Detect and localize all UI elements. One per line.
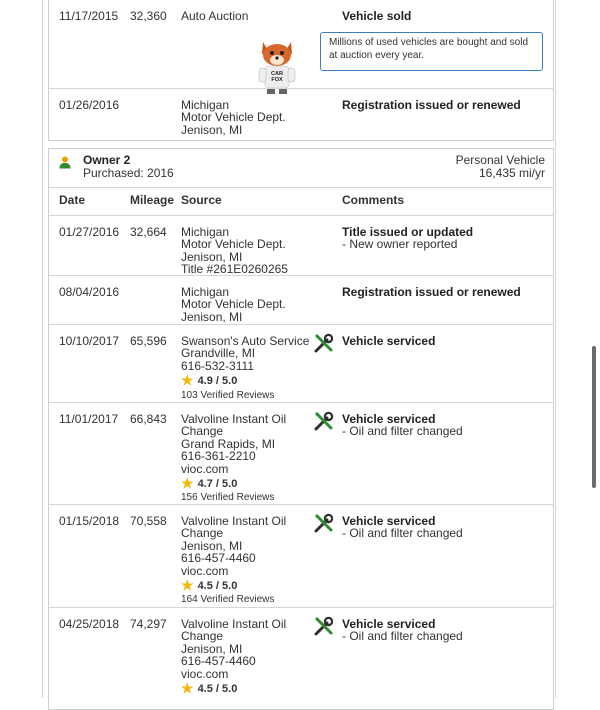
- record-comment-title: Title issued or updated: [342, 225, 474, 239]
- source-line: Change: [181, 424, 224, 439]
- table-row: [49, 402, 553, 505]
- vehicle-type: Personal Vehicle: [455, 153, 545, 167]
- column-header-comments: Comments: [342, 193, 405, 207]
- rating-value: 4.9 / 5.0: [197, 375, 238, 388]
- mascot-shirt-text: CAR FOX: [271, 71, 283, 83]
- table-row: [49, 275, 553, 325]
- record-comment-title: Vehicle serviced: [342, 617, 436, 631]
- record-date: 01/26/2016: [59, 98, 120, 112]
- record-date: 08/04/2016: [59, 285, 120, 299]
- table-header-row: [49, 187, 553, 216]
- source-website[interactable]: vioc.com: [181, 563, 229, 578]
- auction-info-tooltip: Millions of used vehicles are bought and sold at auction every year.: [320, 32, 543, 71]
- owner-label: Owner 2: [83, 153, 131, 167]
- record-comment-detail: - Oil and filter changed: [342, 424, 463, 439]
- owner-header: [49, 149, 553, 187]
- record-source: [181, 618, 313, 695]
- tools-icon: [313, 410, 337, 434]
- source-phone[interactable]: 616-532-3111: [181, 358, 254, 373]
- source-line: Jenison, MI: [181, 309, 243, 324]
- record-date: 01/27/2016: [59, 225, 120, 239]
- shop-rating: [181, 682, 313, 695]
- table-row: [49, 324, 553, 403]
- rating-value: 4.5 / 5.0: [197, 683, 238, 696]
- source-line: Jenison, MI: [181, 641, 243, 656]
- record-comment-title: Vehicle serviced: [342, 514, 436, 528]
- source-line: Michigan: [181, 285, 230, 299]
- miles-per-year: 16,435 mi/yr: [478, 166, 545, 180]
- source-line: Auto Auction: [181, 9, 249, 23]
- star-icon: ★: [181, 680, 194, 697]
- record-date: 04/25/2018: [59, 617, 120, 631]
- record-comment: [342, 226, 547, 251]
- source-line: Title #261E0260265: [181, 262, 288, 277]
- record-source: [181, 413, 313, 505]
- record-comment-detail: - New owner reported: [342, 237, 458, 252]
- source-phone[interactable]: 616-457-4460: [181, 551, 256, 566]
- record-source: [181, 286, 313, 323]
- record-comment: [342, 618, 547, 643]
- column-header-source: Source: [181, 193, 222, 207]
- record-mileage: 66,843: [130, 412, 167, 426]
- record-date: 11/17/2015: [59, 9, 119, 23]
- record-mileage: 65,596: [130, 334, 167, 348]
- record-date: 01/15/2018: [59, 514, 120, 528]
- source-line: Motor Vehicle Dept.: [181, 297, 286, 312]
- star-icon: ★: [181, 372, 194, 389]
- service-shop-name[interactable]: Valvoline Instant Oil: [181, 412, 287, 426]
- record-mileage: 70,558: [130, 514, 167, 528]
- column-header-date: Date: [59, 193, 86, 207]
- scrollbar[interactable]: [592, 346, 596, 488]
- source-website[interactable]: vioc.com: [181, 666, 229, 681]
- record-comment-detail: - Oil and filter changed: [342, 629, 463, 644]
- tools-icon: [313, 615, 337, 639]
- rating-value: 4.7 / 5.0: [197, 478, 238, 491]
- tools-icon: [313, 512, 337, 536]
- table-row: [49, 607, 553, 710]
- record-mileage: 32,664: [130, 225, 167, 239]
- shop-rating: [181, 374, 313, 387]
- record-source: [181, 335, 313, 402]
- record-source: [181, 226, 313, 276]
- table-row: [49, 215, 553, 276]
- shop-reviews-link[interactable]: 103 Verified Reviews: [181, 389, 275, 401]
- service-shop-name[interactable]: Valvoline Instant Oil: [181, 617, 287, 631]
- service-shop-name[interactable]: Swanson's Auto Service: [181, 334, 310, 348]
- person-icon: [59, 156, 71, 169]
- owner-purchased: Purchased: 2016: [83, 166, 174, 180]
- source-line: Motor Vehicle Dept.: [181, 237, 286, 252]
- record-source: [181, 10, 313, 22]
- source-line: Grandville, MI: [181, 346, 256, 361]
- source-phone[interactable]: 616-361-2210: [181, 449, 256, 464]
- star-icon: ★: [181, 475, 194, 492]
- shop-reviews-link[interactable]: 164 Verified Reviews: [181, 594, 275, 606]
- record-comment-title: Registration issued or renewed: [342, 285, 521, 299]
- table-row: [49, 88, 553, 141]
- record-comment-title: Vehicle sold: [342, 9, 412, 23]
- record-comment: [342, 413, 547, 438]
- source-line: Jenison, MI: [181, 538, 243, 553]
- table-row: [49, 504, 553, 608]
- tools-icon: [313, 332, 337, 356]
- record-mileage: 32,360: [130, 9, 167, 23]
- source-line: Motor Vehicle Dept.: [181, 110, 286, 125]
- owner1-history-table: [48, 0, 554, 141]
- column-header-mileage: Mileage: [130, 193, 175, 207]
- table-row: [49, 0, 553, 88]
- rating-value: 4.5 / 5.0: [197, 580, 238, 593]
- record-date: 10/10/2017: [59, 334, 120, 348]
- record-comment-detail: - Oil and filter changed: [342, 526, 463, 541]
- record-comment-title: Registration issued or renewed: [342, 98, 521, 112]
- source-line: Grand Rapids, MI: [181, 436, 276, 451]
- record-mileage: 74,297: [130, 617, 167, 631]
- shop-rating: [181, 579, 313, 592]
- star-icon: ★: [181, 577, 194, 594]
- service-shop-name[interactable]: Valvoline Instant Oil: [181, 514, 287, 528]
- owner-vehicle-info: [456, 154, 545, 180]
- shop-rating: [181, 477, 313, 490]
- source-line: Change: [181, 629, 224, 644]
- owner2-history-table: [48, 148, 554, 710]
- record-date: 11/01/2017: [59, 412, 119, 426]
- source-website[interactable]: vioc.com: [181, 461, 229, 476]
- source-line: Jenison, MI: [181, 122, 243, 137]
- source-line: Michigan: [181, 98, 230, 112]
- source-line: Change: [181, 526, 224, 541]
- record-comment-title: Vehicle serviced: [342, 334, 436, 348]
- record-comment-title: Vehicle serviced: [342, 412, 436, 426]
- record-source: [181, 99, 313, 136]
- source-line: Jenison, MI: [181, 249, 243, 264]
- record-comment: [342, 515, 547, 540]
- source-phone[interactable]: 616-457-4460: [181, 654, 256, 669]
- source-line: Michigan: [181, 225, 230, 239]
- record-source: [181, 515, 313, 607]
- shop-reviews-link[interactable]: 156 Verified Reviews: [181, 492, 275, 504]
